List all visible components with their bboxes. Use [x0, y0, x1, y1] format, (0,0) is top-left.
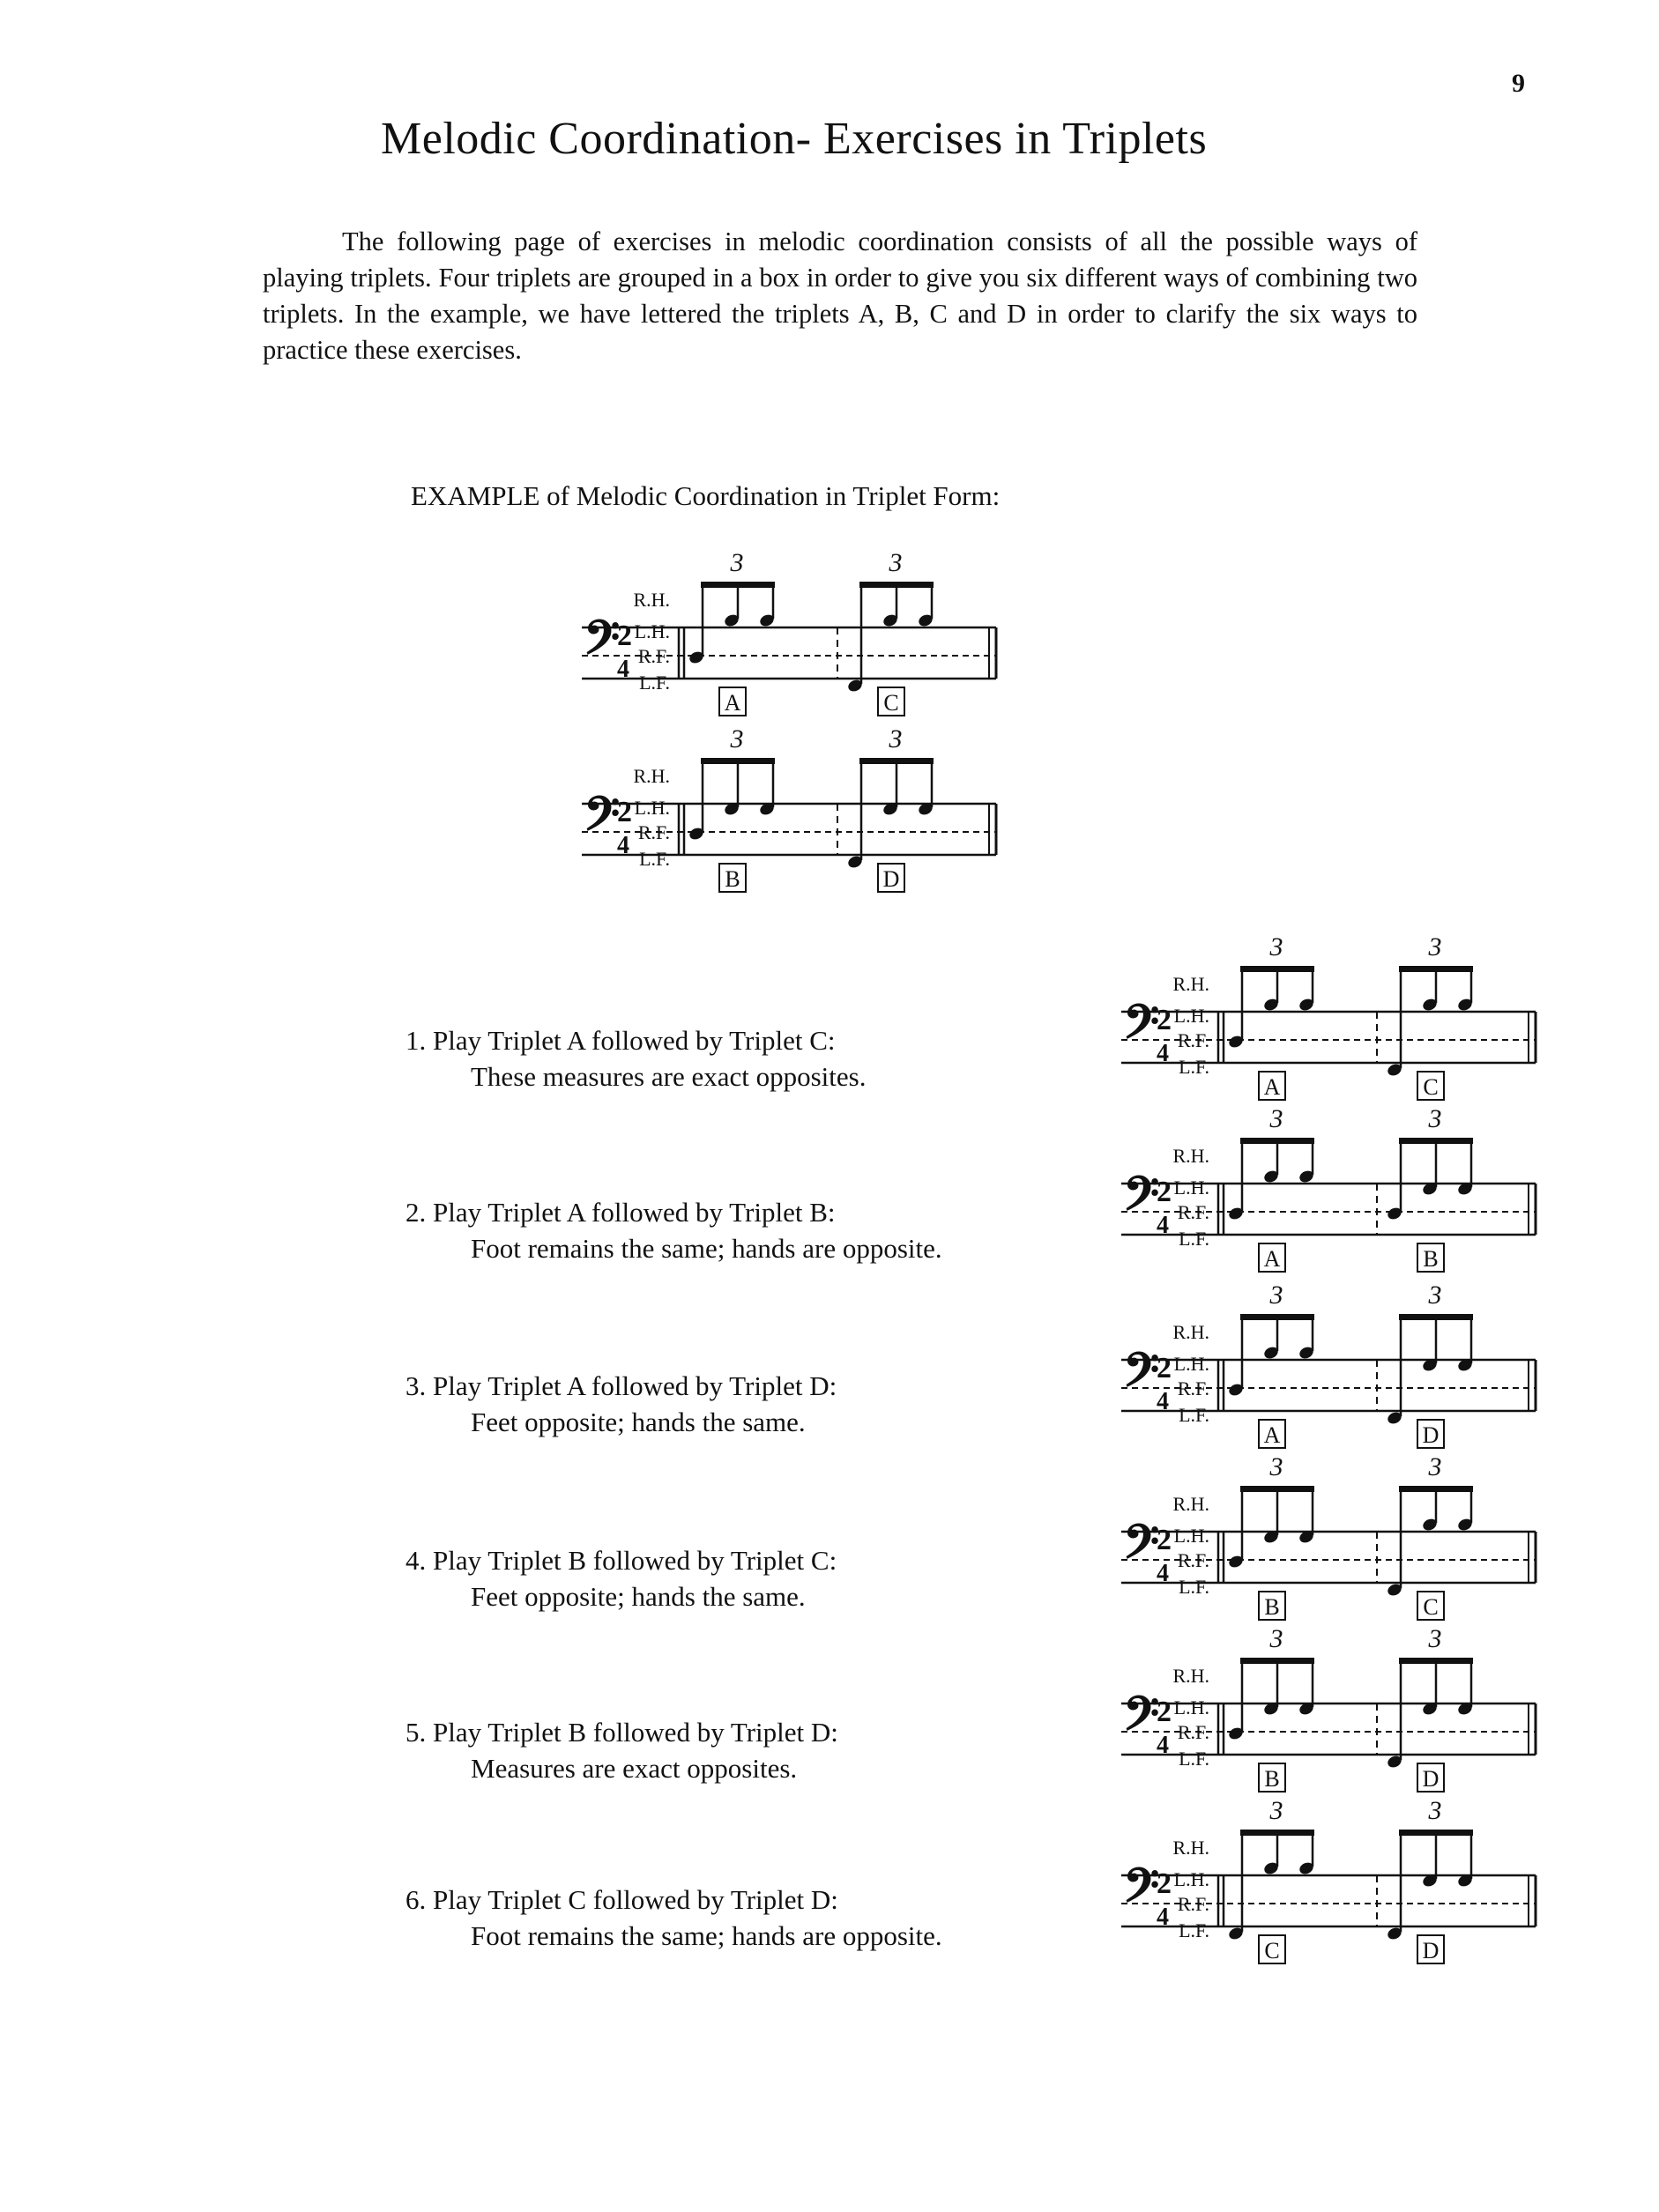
example-caption: EXAMPLE of Melodic Coordination in Triplet Form:: [411, 480, 1001, 511]
exercise-instruction: 2. Play Triplet A followed by Triplet B:: [405, 1197, 836, 1228]
bass-clef-icon: 𝄢: [1123, 997, 1160, 1059]
example-row-2-triplet-mark-first: 3: [730, 724, 744, 753]
exercise-4-time-bottom: 4: [1157, 1560, 1169, 1587]
bass-clef-icon: 𝄢: [1123, 1689, 1160, 1751]
example-row-2-letter-second: D: [882, 866, 900, 892]
exercise-1-letter-first: A: [1263, 1074, 1281, 1100]
exercise-6-beam-second: [1399, 1830, 1473, 1836]
exercise-1-voice-label-lf: L.F.: [1179, 1056, 1209, 1078]
example-row-2-time-top: 2: [617, 796, 632, 828]
exercise-4-voice-label-lh: L.H.: [1173, 1525, 1209, 1547]
exercise-4-voice-label-lf: L.F.: [1179, 1576, 1209, 1598]
exercise-staff-svg: [1120, 1454, 1543, 1622]
exercise-5-notation: [1120, 1626, 1543, 1798]
example-row-1-letter-first: A: [724, 690, 741, 716]
exercise-3: [405, 1368, 1075, 1440]
exercise-1-time-top: 2: [1157, 1004, 1172, 1036]
exercise-3-time-bottom: 4: [1157, 1388, 1169, 1415]
exercise-1-time-bottom: 4: [1157, 1040, 1169, 1067]
bass-clef-icon: 𝄢: [1123, 1169, 1160, 1231]
exercise-4-voice-label-rf: R.F.: [1177, 1549, 1209, 1571]
example-row-2-voice-label-lh: L.H.: [634, 797, 670, 819]
exercise-1-voice-label-rf: R.F.: [1177, 1029, 1209, 1051]
exercise-5-beam-first: [1240, 1658, 1314, 1664]
example-figure: [573, 539, 1014, 932]
exercise-2: [405, 1194, 1075, 1266]
example-row-2-voice-label-lf: L.F.: [639, 848, 670, 870]
exercise-3-staff: [1121, 1282, 1536, 1448]
example-row-1-letter-second: C: [883, 690, 899, 716]
bass-clef-icon: 𝄢: [1123, 1860, 1160, 1923]
example-row-1-voice-label-rf: R.F.: [637, 645, 670, 667]
page-number: 9: [1512, 69, 1525, 98]
exercise-3-voice-label-rf: R.F.: [1177, 1377, 1209, 1399]
exercise-2-voice-label-lf: L.F.: [1179, 1228, 1209, 1250]
exercise-5-voice-label-rh: R.H.: [1172, 1665, 1209, 1687]
exercise-4-triplet-mark-first: 3: [1269, 1454, 1283, 1481]
exercise-1-triplet-mark-second: 3: [1428, 934, 1442, 961]
exercise-5: [405, 1714, 1075, 1786]
exercise-2-time-bottom: 4: [1157, 1212, 1169, 1239]
bass-clef-icon: 𝄢: [584, 789, 621, 851]
exercise-3-notation: [1120, 1282, 1543, 1454]
example-row-1-time-top: 2: [617, 620, 632, 652]
example-row-2-time-bottom: 4: [617, 832, 629, 859]
exercise-3-letter-second: D: [1422, 1422, 1440, 1448]
exercise-6-voice-label-lf: L.F.: [1179, 1919, 1209, 1941]
exercise-5-time-top: 2: [1157, 1696, 1172, 1728]
exercise-3-letter-first: A: [1263, 1422, 1281, 1448]
exercise-6-voice-label-rh: R.H.: [1172, 1837, 1209, 1859]
page-title: Melodic Coordination- Exercises in Triplets: [381, 114, 1208, 164]
exercise-5-voice-label-lf: L.F.: [1179, 1748, 1209, 1770]
exercise-6-voice-label-rf: R.F.: [1177, 1893, 1209, 1915]
exercise-2-letter-first: A: [1263, 1246, 1281, 1272]
exercise-staff-svg: [1120, 1626, 1543, 1793]
exercise-1-staff: [1121, 934, 1536, 1100]
exercise-description: Feet opposite; hands the same.: [471, 1407, 806, 1437]
exercise-3-beam-second: [1399, 1314, 1473, 1320]
bass-clef-icon: 𝄢: [584, 612, 621, 675]
exercise-3-voice-label-lf: L.F.: [1179, 1404, 1209, 1426]
exercise-1-letter-second: C: [1423, 1074, 1439, 1100]
exercise-description: Measures are exact opposites.: [471, 1753, 798, 1784]
exercise-2-staff: [1121, 1106, 1536, 1272]
exercise-staff-svg: [1120, 1106, 1543, 1273]
exercise-instruction: 4. Play Triplet B followed by Triplet C:: [405, 1545, 837, 1576]
exercise-6-notation: [1120, 1798, 1543, 1970]
exercise-6-time-bottom: 4: [1157, 1904, 1169, 1931]
example-row-1-time-bottom: 4: [617, 656, 629, 683]
exercise-2-triplet-mark-first: 3: [1269, 1106, 1283, 1133]
example-row-1-voice-label-rh: R.H.: [633, 589, 670, 611]
example-row-2-triplet-mark-second: 3: [889, 724, 903, 753]
exercise-staff-svg: [1120, 1282, 1543, 1450]
exercise-4-time-top: 2: [1157, 1524, 1172, 1556]
exercise-1-beam-second: [1399, 966, 1473, 972]
exercise-1-notation: [1120, 934, 1543, 1106]
example-row-1-triplet-mark-second: 3: [889, 548, 903, 577]
example-row-1-staff: [582, 548, 996, 716]
exercise-instruction: 3. Play Triplet A followed by Triplet D:: [405, 1370, 837, 1401]
exercise-1-voice-label-rh: R.H.: [1172, 973, 1209, 995]
example-row-1-voice-label-lf: L.F.: [639, 672, 670, 694]
example-row-2-staff: [582, 724, 996, 892]
exercise-2-voice-label-rh: R.H.: [1172, 1145, 1209, 1167]
exercise-6: [405, 1882, 1075, 1954]
exercise-6-triplet-mark-second: 3: [1428, 1798, 1442, 1825]
example-row-1-triplet-mark-first: 3: [730, 548, 744, 577]
exercise-1-triplet-mark-first: 3: [1269, 934, 1283, 961]
exercise-6-staff: [1121, 1798, 1536, 1963]
exercise-6-letter-second: D: [1422, 1938, 1440, 1963]
exercise-3-triplet-mark-second: 3: [1428, 1282, 1442, 1310]
exercise-6-voice-label-lh: L.H.: [1173, 1868, 1209, 1890]
exercise-3-voice-label-rh: R.H.: [1172, 1321, 1209, 1343]
exercise-6-beam-first: [1240, 1830, 1314, 1836]
exercise-4-voice-label-rh: R.H.: [1172, 1493, 1209, 1515]
exercise-1: [405, 1022, 1075, 1095]
exercise-3-time-top: 2: [1157, 1352, 1172, 1384]
exercise-instruction: 1. Play Triplet A followed by Triplet C:: [405, 1025, 836, 1056]
exercise-5-voice-label-rf: R.F.: [1177, 1721, 1209, 1743]
example-notation: [573, 539, 1014, 927]
exercise-staff-svg: [1120, 934, 1543, 1102]
exercise-2-triplet-mark-second: 3: [1428, 1106, 1442, 1133]
exercise-5-staff: [1121, 1626, 1536, 1792]
exercise-5-time-bottom: 4: [1157, 1732, 1169, 1759]
example-row-2-beam-second: [859, 758, 934, 764]
example-row-2-voice-label-rh: R.H.: [633, 765, 670, 787]
exercise-3-triplet-mark-first: 3: [1269, 1282, 1283, 1310]
exercise-4-beam-second: [1399, 1486, 1473, 1492]
exercise-4-letter-first: B: [1264, 1594, 1280, 1620]
exercise-2-beam-second: [1399, 1138, 1473, 1144]
exercise-instruction: 5. Play Triplet B followed by Triplet D:: [405, 1717, 838, 1748]
exercise-description: Feet opposite; hands the same.: [471, 1581, 806, 1612]
exercise-2-letter-second: B: [1423, 1246, 1439, 1272]
intro-paragraph: The following page of exercises in melodic coordination consists of all the possible ways of playing triplets. Four triplets are grouped in a box in order to give you six different ways of combining two triplets. In the example, we have lettered the triplets A, B, C and D in order to clarify the six ways to practice these exercises.: [263, 226, 1417, 365]
example-row-1-voice-label-lh: L.H.: [634, 620, 670, 642]
exercise-3-beam-first: [1240, 1314, 1314, 1320]
exercise-2-beam-first: [1240, 1138, 1314, 1144]
bass-clef-icon: 𝄢: [1123, 1517, 1160, 1579]
exercise-6-letter-first: C: [1264, 1938, 1280, 1963]
exercise-5-triplet-mark-second: 3: [1428, 1626, 1442, 1653]
exercise-1-voice-label-lh: L.H.: [1173, 1005, 1209, 1027]
exercise-2-notation: [1120, 1106, 1543, 1278]
exercise-description: Foot remains the same; hands are opposite.: [471, 1920, 942, 1951]
exercise-staff-svg: [1120, 1798, 1543, 1965]
example-row-2-beam-first: [701, 758, 775, 764]
exercise-4: [405, 1542, 1075, 1614]
exercise-6-triplet-mark-first: 3: [1269, 1798, 1283, 1825]
exercise-5-voice-label-lh: L.H.: [1173, 1696, 1209, 1718]
exercise-5-beam-second: [1399, 1658, 1473, 1664]
exercise-5-letter-second: D: [1422, 1766, 1440, 1792]
exercise-2-voice-label-lh: L.H.: [1173, 1177, 1209, 1199]
exercise-4-staff: [1121, 1454, 1536, 1620]
exercise-instruction: 6. Play Triplet C followed by Triplet D:: [405, 1884, 838, 1915]
exercise-4-triplet-mark-second: 3: [1428, 1454, 1442, 1481]
exercise-1-beam-first: [1240, 966, 1314, 972]
exercise-description: These measures are exact opposites.: [471, 1061, 867, 1092]
example-row-1-beam-second: [859, 582, 934, 588]
bass-clef-icon: 𝄢: [1123, 1345, 1160, 1407]
exercise-4-letter-second: C: [1423, 1594, 1439, 1620]
example-row-2-letter-first: B: [725, 866, 740, 892]
exercise-5-letter-first: B: [1264, 1766, 1280, 1792]
exercise-3-voice-label-lh: L.H.: [1173, 1353, 1209, 1375]
exercise-2-time-top: 2: [1157, 1176, 1172, 1208]
exercise-description: Foot remains the same; hands are opposite.: [471, 1233, 942, 1264]
exercise-6-time-top: 2: [1157, 1867, 1172, 1900]
exercise-4-notation: [1120, 1454, 1543, 1626]
example-row-1-beam-first: [701, 582, 775, 588]
exercise-2-voice-label-rf: R.F.: [1177, 1201, 1209, 1223]
exercise-4-beam-first: [1240, 1486, 1314, 1492]
example-row-2-voice-label-rf: R.F.: [637, 821, 670, 843]
exercise-5-triplet-mark-first: 3: [1269, 1626, 1283, 1653]
